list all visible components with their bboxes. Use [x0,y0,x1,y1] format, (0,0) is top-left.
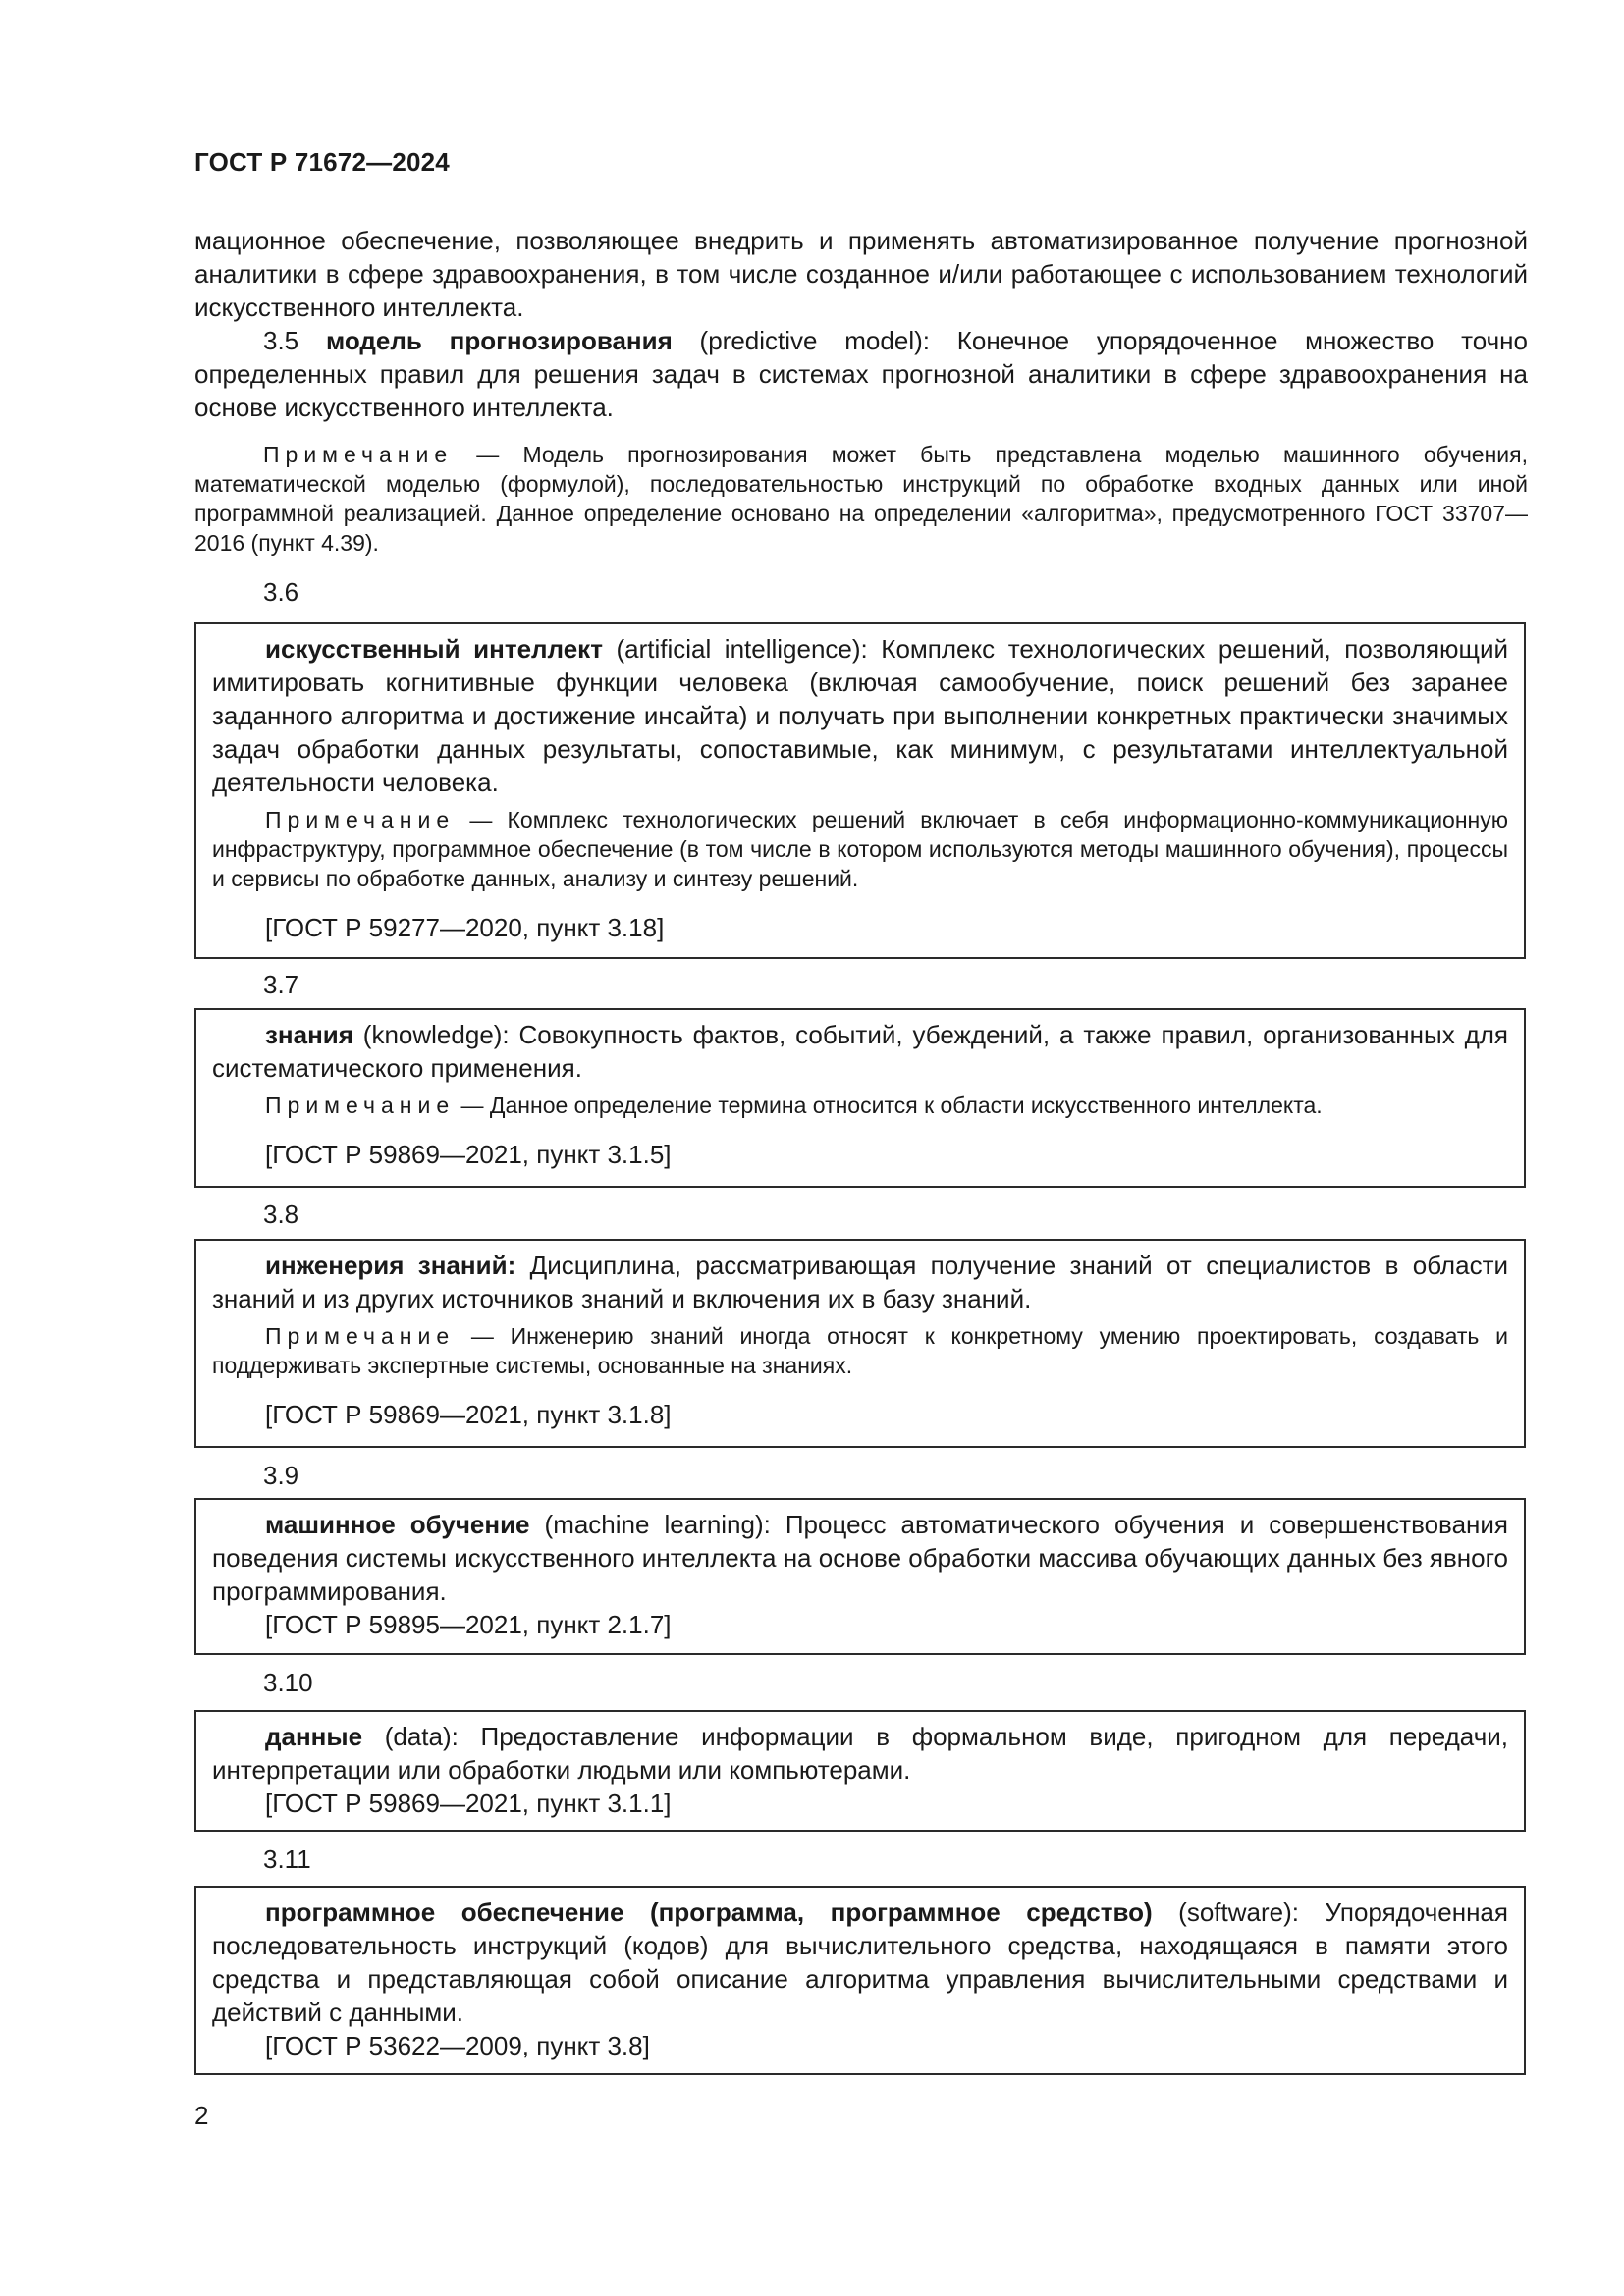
term-note [212,1321,1508,1380]
term-note [212,805,1508,893]
note-text: — Данное определение термина относится к области искусственного интеллекта. [455,1093,1323,1118]
term-source: [ГОСТ Р 59869—2021, пункт 3.1.8] [265,1400,672,1429]
document-page [194,0,1528,2296]
term-name: данные [265,1722,363,1751]
term-box-3-6 [194,622,1526,959]
term-source: [ГОСТ Р 59869—2021, пункт 3.1.1] [265,1789,672,1818]
note-text: — Комплекс технологических решений включает в себя информационно-коммуникационную инфраструктуру, программное обеспечение (в том числе в котором используются методы машинного обучения), процессы и сервисы по обработке данных, анализу и синтезу решений. [212,807,1508,891]
term-number: 3.5 [263,326,299,355]
term-definition: (machine learning): Процесс автоматического обучения и совершенствования поведения системы искусственного интеллекта на основе обработки массива обучающих данных без явного программирования. [212,1510,1508,1606]
term-source: [ГОСТ Р 59869—2021, пункт 3.1.5] [265,1140,672,1169]
term-definition: (predictive model): Конечное упорядоченное множество точно определенных правил для решения задач в системах прогнозной аналитики в сфере здравоохранения на основе искусственного интеллекта. [194,326,1528,422]
term-box-3-9 [194,1498,1526,1655]
term-definition-paragraph [212,1018,1508,1085]
term-definition-paragraph [212,1720,1508,1787]
term-source: [ГОСТ Р 59895—2021, пункт 2.1.7] [265,1610,672,1639]
note-text: — Модель прогнозирования может быть представлена моделью машинного обучения, математической моделью (формулой), последовательностью инструкций по обработке входных данных или иной программной реализацией. Данное определение основано на определении «алгоритма», предусмотренного ГОСТ 33707—2016 (пункт 4.39). [194,442,1528,556]
intro-section [194,224,1528,558]
term-definition-paragraph [212,1896,1508,2029]
note-label: Примечание [265,1323,456,1349]
term-box-3-7 [194,1008,1526,1188]
term-number: 3.7 [263,970,299,999]
term-note [212,1091,1508,1120]
term-name: машинное обучение [265,1510,530,1539]
term-definition-paragraph [212,1249,1508,1315]
term-number: 3.10 [263,1668,313,1697]
term-name: знания [265,1020,353,1049]
term-name: искусственный интеллект [265,634,603,664]
term-definition: (artificial intelligence): Комплекс технологических решений, позволяющий имитировать когнитивные функции человека (включая самообучение, поиск решений без заранее заданного алгоритма и достижение инсайта) и получать при выполнении конкретных практически значимых задач обработки данных результаты, сопоставимые, как минимум, с результатами интеллектуальной деятельности человека. [212,634,1508,797]
term-source: [ГОСТ Р 59277—2020, пункт 3.18] [265,913,665,942]
term-name: модель прогнозирования [325,326,673,355]
document-header: ГОСТ Р 71672—2024 [194,147,450,177]
term-definition: (data): Предоставление информации в формальном виде, пригодном для передачи, интерпретации или обработки людьми или компьютерами. [212,1722,1508,1785]
note-label: Примечание [263,442,454,467]
page-number: 2 [194,2101,209,2130]
term-name: программное обеспечение (программа, программное средство) [265,1897,1153,1927]
term-box-3-8 [194,1239,1526,1448]
term-3-5-note [194,440,1528,558]
term-definition: (knowledge): Совокупность фактов, событий, убеждений, а также правил, организованных для систематического применения. [212,1020,1508,1083]
continuation-paragraph: мационное обеспечение, позволяющее внедрить и применять автоматизированное получение прогнозной аналитики в сфере здравоохранения, в том числе созданное и/или работающее с использованием технологий искусственного интеллекта. [194,226,1528,322]
term-definition-paragraph [212,1508,1508,1608]
term-definition: Дисциплина, рассматривающая получение знаний от специалистов в области знаний и из других источников знаний и включения их в базу знаний. [212,1251,1508,1313]
term-box-3-11 [194,1886,1526,2075]
term-number: 3.11 [263,1844,311,1874]
term-box-3-10 [194,1710,1526,1832]
term-number: 3.9 [263,1461,299,1490]
term-number: 3.8 [263,1200,299,1229]
note-text: — Инженерию знаний иногда относят к конкретному умению проектировать, создавать и поддерживать экспертные системы, основанные на знаниях. [212,1323,1508,1378]
term-number: 3.6 [263,577,299,607]
term-definition-paragraph [212,632,1508,799]
note-label: Примечание [265,807,456,832]
note-label: Примечание [265,1093,456,1118]
term-3-5-paragraph [194,324,1528,424]
term-source: [ГОСТ Р 53622—2009, пункт 3.8] [265,2031,650,2060]
term-definition: (software): Упорядоченная последовательность инструкций (кодов) для вычислительного средства, находящаяся в памяти этого средства и представляющая собой описание алгоритма управления вычислительными средствами и действий с данными. [212,1897,1508,2027]
term-name: инженерия знаний: [265,1251,516,1280]
